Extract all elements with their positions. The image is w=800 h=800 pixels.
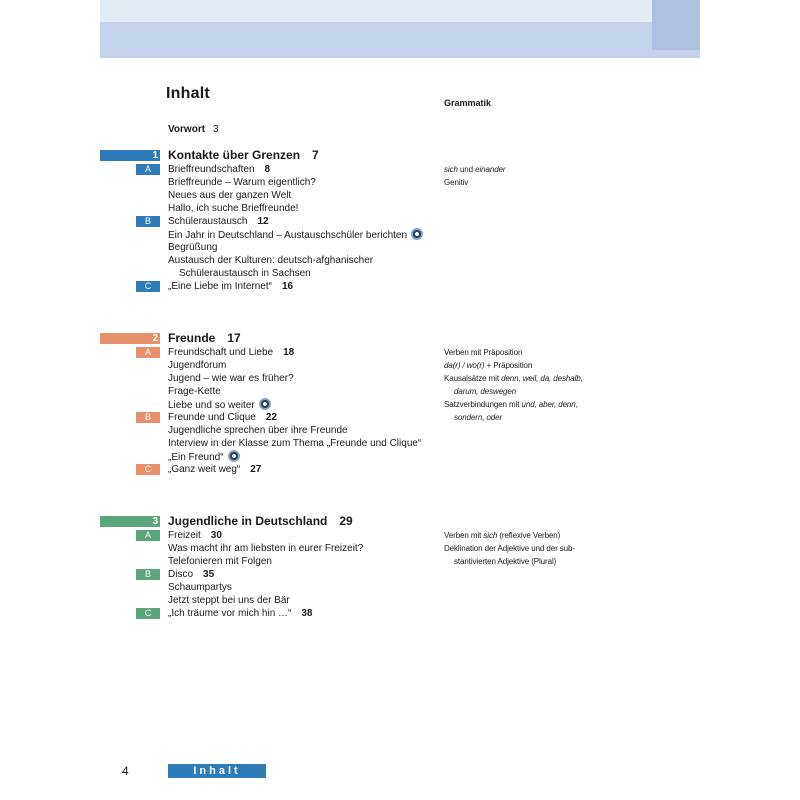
section-title: Schüleraustausch xyxy=(168,216,248,227)
grammar-note: Verben mit Präposition xyxy=(444,348,523,357)
grammar-note xyxy=(444,163,505,176)
grammar-note: stantivierten Adjektive (Plural) xyxy=(454,557,557,566)
section-title: Brieffreundschaften xyxy=(168,164,255,175)
grammar-note: Deklination der Adjektive und der sub- xyxy=(444,544,575,553)
vorwort-page: 3 xyxy=(213,124,219,135)
list-item: Telefonieren mit Folgen xyxy=(168,556,272,567)
chapter-2-page: 17 xyxy=(227,331,241,345)
grammar-note xyxy=(444,411,502,424)
list-item: Jugendliche sprechen über ihre Freunde xyxy=(168,425,348,436)
chapter-1-title-text: Kontakte über Grenzen xyxy=(168,148,301,162)
grammar-text: darum, deswegen xyxy=(454,387,517,396)
header-band xyxy=(100,0,700,58)
chapter-2-title-text: Freunde xyxy=(168,331,216,345)
section-title: Freizeit xyxy=(168,530,201,541)
grammar-text: denn, weil, da, deshalb, xyxy=(501,374,583,383)
list-item-text: Ein Jahr in Deutschland – Austauschschüler berichten xyxy=(168,230,408,241)
list-item xyxy=(168,450,240,464)
chapter-3-section-a[interactable] xyxy=(168,529,222,542)
grammar-text: sondern, oder xyxy=(454,413,503,422)
list-item: Frage-Kette xyxy=(168,386,221,397)
page-title: Inhalt xyxy=(166,85,210,102)
list-item: Brieffreunde – Warum eigentlich? xyxy=(168,177,316,188)
grammar-note xyxy=(444,372,583,385)
chapter-3-title-text: Jugendliche in Deutschland xyxy=(168,514,328,528)
grammar-text: da(r) / wo(r) xyxy=(444,361,485,370)
chapter-1-title[interactable] xyxy=(168,148,319,162)
chapter-2-number: 2 xyxy=(152,333,158,344)
section-page: 38 xyxy=(301,608,313,619)
section-title: Disco xyxy=(168,569,194,580)
list-item: Jetzt steppt bei uns der Bär xyxy=(168,595,290,606)
chapter-3-title[interactable] xyxy=(168,514,353,528)
chapter-1-section-b-box: B xyxy=(136,216,160,227)
section-page: 8 xyxy=(264,164,271,175)
list-item: Jugend – wie war es früher? xyxy=(168,373,294,384)
chapter-3-number: 3 xyxy=(152,516,158,527)
grammar-text: (reflexive Verben) xyxy=(497,531,561,540)
toc-entry-vorwort[interactable] xyxy=(168,124,219,135)
grammar-text: und, aber, denn, xyxy=(521,400,578,409)
chapter-1-number: 1 xyxy=(152,150,158,161)
section-page: 12 xyxy=(257,216,269,227)
section-title: Freundschaft und Liebe xyxy=(168,347,274,358)
section-title: „Ganz weit weg“ xyxy=(168,464,241,475)
chapter-3-section-b-box: B xyxy=(136,569,160,580)
section-page: 30 xyxy=(210,530,222,541)
grammar-column-heading: Grammatik xyxy=(444,98,492,108)
section-page: 22 xyxy=(265,412,277,423)
chapter-1-section-a-box: A xyxy=(136,164,160,175)
list-item-text: „Ein Freund“ xyxy=(168,452,224,463)
section-title: „Eine Liebe im Internet“ xyxy=(168,281,272,292)
chapter-2-title[interactable] xyxy=(168,331,241,345)
page-number: 4 xyxy=(122,764,129,778)
list-item: Austausch der Kulturen: deutsch-afghanischer xyxy=(168,255,374,266)
list-item xyxy=(168,228,423,242)
grammar-note: Genitiv xyxy=(444,178,469,187)
list-item: Hallo, ich suche Brieffreunde! xyxy=(168,203,299,214)
chapter-3-page: 29 xyxy=(339,514,353,528)
grammar-text: Verben mit xyxy=(444,531,484,540)
chapter-2-section-a[interactable] xyxy=(168,346,294,359)
section-page: 16 xyxy=(281,281,294,292)
chapter-2-section-c-box: C xyxy=(136,464,160,475)
list-item: Schüleraustausch in Sachsen xyxy=(179,268,311,279)
chapter-1-page: 7 xyxy=(312,148,319,162)
vorwort-label: Vorwort xyxy=(168,124,206,135)
chapter-2-section-b[interactable] xyxy=(168,411,277,424)
grammar-text: einander xyxy=(475,165,506,174)
chapter-1-section-c[interactable] xyxy=(168,280,293,293)
chapter-1-section-b[interactable] xyxy=(168,215,269,228)
chapter-3-section-a-box: A xyxy=(136,530,160,541)
audio-cd-icon xyxy=(228,450,240,462)
list-item: Begrüßung xyxy=(168,242,218,253)
header-band-corner xyxy=(652,0,700,50)
chapter-3-section-c[interactable] xyxy=(168,607,313,620)
grammar-text: sich xyxy=(483,531,498,540)
grammar-text: und xyxy=(457,165,476,174)
section-page: 35 xyxy=(203,569,215,580)
list-item: Jugendforum xyxy=(168,360,227,371)
grammar-text: Kausalsätze mit xyxy=(444,374,502,383)
grammar-text: + Präposition xyxy=(484,361,533,370)
header-band-light xyxy=(100,0,700,22)
chapter-1-section-c-box: C xyxy=(136,281,160,292)
list-item: Neues aus der ganzen Welt xyxy=(168,190,292,201)
chapter-2-section-b-box: B xyxy=(136,412,160,423)
audio-cd-icon xyxy=(259,398,271,410)
grammar-note xyxy=(444,359,532,372)
chapter-3-section-c-box: C xyxy=(136,608,160,619)
grammar-text: Satzverbindungen mit xyxy=(444,400,522,409)
grammar-note xyxy=(444,385,516,398)
grammar-note xyxy=(444,398,578,411)
list-item: Was macht ihr am liebsten in eurer Freizeit? xyxy=(168,543,364,554)
header-band-mid xyxy=(100,22,700,58)
list-item: Interview in der Klasse zum Thema „Freunde und Clique“ xyxy=(168,438,422,449)
chapter-3-section-b[interactable] xyxy=(168,568,214,581)
chapter-2-section-c[interactable] xyxy=(168,463,261,476)
grammar-note xyxy=(444,529,560,542)
section-title: „Ich träume vor mich hin …“ xyxy=(168,608,292,619)
grammar-text: sich xyxy=(444,165,458,174)
section-page: 18 xyxy=(283,347,295,358)
section-page: 27 xyxy=(250,464,262,475)
footer-section-label: Inhalt xyxy=(168,764,266,778)
list-item-text: Liebe und so weiter xyxy=(168,400,255,411)
list-item xyxy=(168,398,271,412)
chapter-2-section-a-box: A xyxy=(136,347,160,358)
section-title: Freunde und Clique xyxy=(168,412,256,423)
chapter-1-section-a[interactable] xyxy=(168,163,270,176)
audio-cd-icon xyxy=(411,228,423,240)
list-item: Schaumpartys xyxy=(168,582,232,593)
